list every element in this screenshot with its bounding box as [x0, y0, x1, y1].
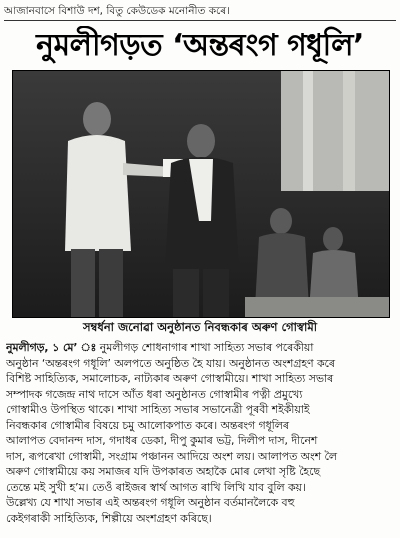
dateline: নুমলীগড়, ১ মে’ ঃ — [6, 341, 97, 354]
article-line: অনুষ্ঠান ‘অন্তৰংগ গধূলি’ অলপতে অনুষ্ঠিত হৈ যায়। অনুষ্ঠানত অংশগ্ৰহণ কৰে — [6, 356, 335, 370]
previous-article-fragment: আজানবাসে বিশাউ দশ, বিতু কেউডেক মনোনীত কৰে। — [4, 2, 396, 21]
article-line: দাস, ৰূপৰেখা গোস্বামী, সংগ্ৰাম পঞ্চানন আদিয়ে অংশ লয়। আলাপত অংশ লৈ — [6, 449, 337, 463]
event-photograph — [12, 70, 390, 318]
article-line — [6, 340, 394, 356]
article-line-text: নুমলীগড় শোধনাগাৰ শাখা সাহিত্য সভাৰ পৰেকীয়া — [99, 341, 314, 354]
article-line: কেইগৰাকী সাহিত্যিক, শিল্পীয়ে অংশগ্ৰহণ কৰিছে। — [6, 511, 212, 525]
article-body — [6, 340, 394, 536]
photo-caption: সম্বৰ্ধনা জনোৱা অনুষ্ঠানত নিবন্ধকাৰ অৰুণ গোস্বামী — [83, 320, 317, 334]
article-line: নিবন্ধকাৰ গোস্বামীৰ বিষয়ে চমু আলোকপাত কৰে। অন্তৰংগ গধূলিৰ — [6, 418, 289, 432]
article-line: গোস্বামীও উপস্থিত থাকে। শাখা সাহিত্য সভাৰ সভানেত্ৰী পূৰবী শইকীয়াই — [6, 403, 310, 416]
article-line: সম্পাদক গজেন্দ্ৰ নাথ দাসে আঁত ধৰা অনুষ্ঠানত গোস্বামীৰ পত্নী প্ৰমুখ্যে — [6, 387, 303, 401]
article-line: বিশিষ্ট সাহিত্যিক, সমালোচক, নাট্যকাৰ অৰুণ গোস্বামীয়ে। শাখা সাহিত্য সভাৰ — [6, 372, 334, 385]
article-line: উল্লেখ্য যে শাখা সভাৰ এই অন্তৰংগ গধূলি অনুষ্ঠান বৰ্তমানলৈকে বহু — [6, 496, 295, 509]
article-line: তেন্তে মই সুখী হ’ম। তেওঁ ৰাইজৰ স্বাৰ্থ আগত ৰাখি লিখি যাব বুলি কয়। — [6, 480, 306, 494]
article-line: অৰুণ গোস্বামীয়ে কয় সমাজৰ যদি উপকাৰত অহাকৈ মোৰ লেখা সৃষ্টি হৈছে — [6, 465, 320, 478]
article-line: আলাপত বেদানন্দ দাস, গদাধৰ ডেকা, দীপু কুমাৰ ভট্ট, দিলীপ দাস, দীনেশ — [6, 434, 318, 447]
article-headline: নুমলীগড়ত ‘অন্তৰংগ গধূলি’ — [36, 28, 364, 63]
